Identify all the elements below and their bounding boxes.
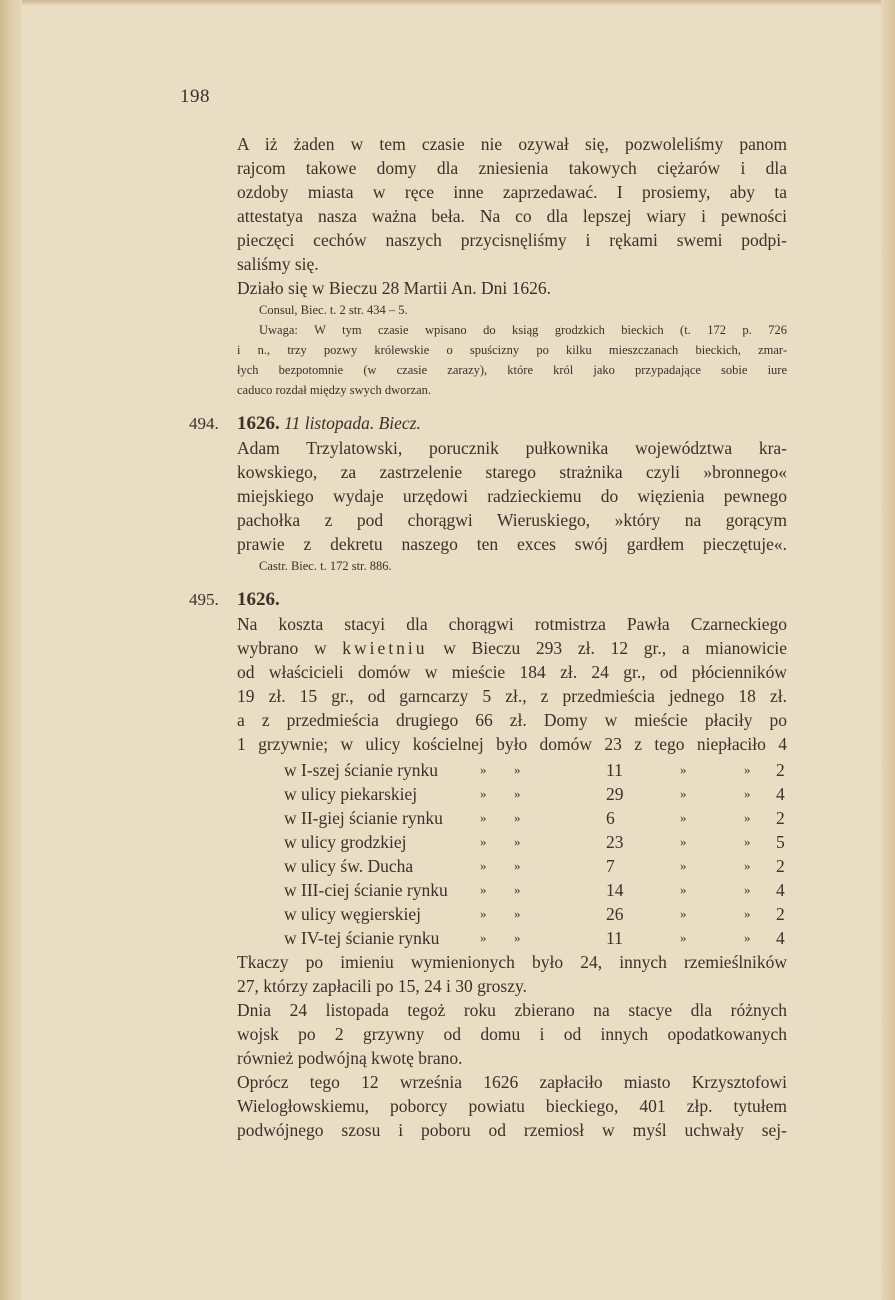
entry-number: 494. <box>189 414 219 433</box>
table-row <box>284 782 788 806</box>
ditto-mark: » <box>744 930 751 945</box>
text-line: Oprócz tego 12 września 1626 zapłaciło miasto Krzysztofowi <box>237 1072 787 1092</box>
spaced-word: kwietniu <box>342 638 428 658</box>
row-label: w ulicy św. Ducha <box>284 856 414 876</box>
ditto-mark: » <box>744 906 751 921</box>
houses-count: 11 <box>606 760 623 780</box>
text-line: 19 zł. 15 gr., od garncarzy 5 zł., z przedmieścia jednego 18 zł. <box>237 686 787 706</box>
ditto-mark: » <box>514 786 521 801</box>
page-top-edge <box>0 0 895 6</box>
dated-line: Działo się w Bieczu 28 Martii An. Dni 1626. <box>237 278 551 298</box>
text-line: a z przedmieścia drugiego 66 zł. Domy w mieście płaciły po <box>237 710 787 730</box>
table-row <box>284 806 788 830</box>
text-line: miejskiego wydaje urzędowi radzieckiemu do więzienia pewnego <box>237 486 787 506</box>
unpaid-count: 2 <box>776 904 785 924</box>
source-citation: Consul, Biec. t. 2 str. 434 – 5. <box>259 303 408 317</box>
note-line: caduco rozdał między swych dworzan. <box>237 383 432 397</box>
ditto-mark: » <box>680 810 687 825</box>
text-line: attestatya nasza ważna beła. Na co dla lepszej wiary i pewności <box>237 206 787 226</box>
text-line: Wielogłowskiemu, poborcy powiatu bieckiego, 401 złp. tytułem <box>237 1096 787 1116</box>
ditto-mark: » <box>680 930 687 945</box>
entry-495 <box>237 586 787 756</box>
text-line: Dnia 24 listopada tegoż roku zbierano na stacye dla różnych <box>237 1000 787 1020</box>
text-fragment: w Bieczu 293 zł. 12 gr., a mianowicie <box>427 638 787 658</box>
text-line: Tkaczy po imieniu wymienionych było 24, innych rzemieślników <box>237 952 787 972</box>
unpaid-count: 2 <box>776 760 785 780</box>
entry-year: 1626. <box>237 413 280 434</box>
text-line: pieczęci cechów naszych przycisnęliśmy i rękami swemi podpi- <box>237 230 787 250</box>
ditto-mark: » <box>514 810 521 825</box>
table-row <box>284 926 788 950</box>
text-line: Adam Trzylatowski, porucznik pułkownika województwa kra- <box>237 438 787 458</box>
entry-heading <box>237 586 787 612</box>
text-line: wojsk po 2 grzywny od domu i od innych opodatkowanych <box>237 1024 787 1044</box>
ditto-mark: » <box>480 882 487 897</box>
row-label: w IV-tej ścianie rynku <box>284 928 440 948</box>
ditto-mark: » <box>514 906 521 921</box>
text-line: prawie z dekretu naszego ten exces swój gardłem pieczętuje«. <box>237 534 787 554</box>
note-line: Uwaga: W tym czasie wpisano do ksiąg grodzkich bieckich (t. 172 p. 726 <box>259 323 787 337</box>
houses-count: 26 <box>606 904 624 924</box>
ditto-mark: » <box>480 810 487 825</box>
table-row <box>284 830 788 854</box>
text-line: od właścicieli domów w mieście 184 zł. 24 gr., od płócienników <box>237 662 787 682</box>
unpaid-count: 2 <box>776 808 785 828</box>
unpaid-count: 4 <box>776 880 785 900</box>
text-line: również podwójną kwotę brano. <box>237 1048 463 1068</box>
entry-494 <box>237 410 787 576</box>
table-row <box>284 854 788 878</box>
page-left-edge <box>0 0 22 1300</box>
table-row <box>284 902 788 926</box>
ditto-mark: » <box>744 762 751 777</box>
unpaid-count: 5 <box>776 832 785 852</box>
unpaid-count: 4 <box>776 784 785 804</box>
text-line: rajcom takowe domy dla zniesienia takowych ciężarów i dla <box>237 158 787 178</box>
houses-count: 14 <box>606 880 624 900</box>
ditto-mark: » <box>514 858 521 873</box>
ditto-mark: » <box>480 834 487 849</box>
ditto-mark: » <box>680 882 687 897</box>
unpaid-count: 4 <box>776 928 785 948</box>
ditto-mark: » <box>744 858 751 873</box>
text-line: pachołka z pod chorągwi Wieruskiego, »który na gorącym <box>237 510 787 530</box>
text-line: Na koszta stacyi dla chorągwi rotmistrza Pawła Czarneckiego <box>237 614 787 634</box>
ditto-mark: » <box>480 930 487 945</box>
entry-year: 1626. <box>237 589 280 610</box>
page-number: 198 <box>180 86 210 107</box>
ditto-mark: » <box>514 834 521 849</box>
text-line <box>237 636 787 660</box>
houses-count: 11 <box>606 928 623 948</box>
unpaid-count: 2 <box>776 856 785 876</box>
text-line: A iż żaden w tem czasie nie ozywał się, pozwoleliśmy panom <box>237 134 787 154</box>
text-line: 27, którzy zapłacili po 15, 24 i 30 groszy. <box>237 976 527 996</box>
row-label: w I-szej ścianie rynku <box>284 760 439 780</box>
page-right-edge <box>881 0 895 1300</box>
houses-table <box>284 758 788 950</box>
ditto-mark: » <box>744 810 751 825</box>
entry-number: 495. <box>189 590 219 609</box>
ditto-mark: » <box>480 858 487 873</box>
row-label: w III-ciej ścianie rynku <box>284 880 448 900</box>
note-line: i n., trzy pozwy królewskie o spuścizny po kilku mieszczanach bieckich, zmar- <box>237 343 787 357</box>
row-label: w ulicy grodzkiej <box>284 832 407 852</box>
ditto-mark: » <box>680 906 687 921</box>
ditto-mark: » <box>680 858 687 873</box>
ditto-mark: » <box>744 882 751 897</box>
ditto-mark: » <box>680 834 687 849</box>
row-label: w II-giej ścianie rynku <box>284 808 443 828</box>
houses-count: 29 <box>606 784 624 804</box>
ditto-mark: » <box>514 762 521 777</box>
ditto-mark: » <box>744 834 751 849</box>
entry-heading <box>237 410 787 436</box>
text-line: kowskiego, za zastrzelenie starego strażnika czyli »bronnego« <box>237 462 787 482</box>
ditto-mark: » <box>480 906 487 921</box>
source-citation: Castr. Biec. t. 172 str. 886. <box>259 559 392 573</box>
ditto-mark: » <box>514 882 521 897</box>
text-line: ozdoby miasta w ręce inne zaprzedawać. I prosiemy, aby ta <box>237 182 787 202</box>
note-line: łych bezpotomnie (w czasie zarazy), które król jako przypadające sobie iure <box>237 363 787 377</box>
ditto-mark: » <box>514 930 521 945</box>
ditto-mark: » <box>680 762 687 777</box>
ditto-mark: » <box>744 786 751 801</box>
entry-495-continued <box>237 950 787 1142</box>
houses-count: 6 <box>606 808 615 828</box>
houses-count: 23 <box>606 832 624 852</box>
table-row <box>284 878 788 902</box>
text-line: 1 grzywnie; w ulicy kościelnej było domów 23 z tego niepłaciło 4 <box>237 734 787 754</box>
text-fragment: wybrano w <box>237 638 343 658</box>
ditto-mark: » <box>680 786 687 801</box>
table-row <box>284 758 788 782</box>
ditto-mark: » <box>480 762 487 777</box>
ditto-mark: » <box>480 786 487 801</box>
entry-date: 11 listopada. Biecz. <box>284 413 421 433</box>
houses-count: 7 <box>606 856 615 876</box>
text-line: saliśmy się. <box>237 254 319 274</box>
row-label: w ulicy piekarskiej <box>284 784 418 804</box>
intro-paragraph <box>237 132 787 400</box>
text-line: podwójnego szosu i poboru od rzemiosł w myśl uchwały sej- <box>237 1120 787 1140</box>
row-label: w ulicy węgierskiej <box>284 904 422 924</box>
